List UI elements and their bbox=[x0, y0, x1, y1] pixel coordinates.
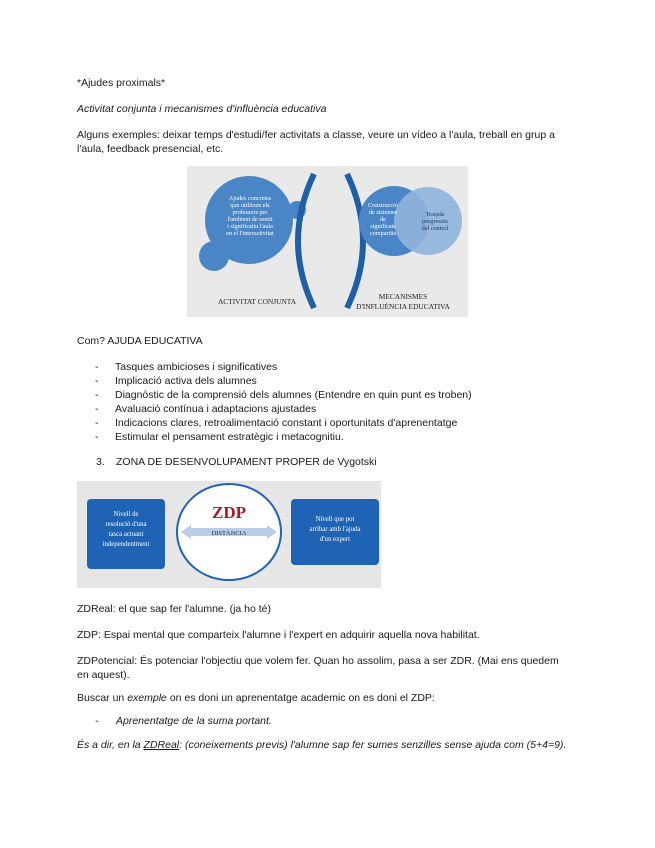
right-parenthesis bbox=[347, 174, 363, 308]
zdpotencial-line-2: en aquest). bbox=[77, 669, 130, 681]
bullet-dash: - bbox=[95, 375, 99, 387]
examples-line-1: Alguns exemples: deixar temps d'estudi/fer activitats a classe, veure un vídeo a l'aula, treball en grup a bbox=[77, 129, 555, 141]
shared-meanings-line: de sistemes bbox=[368, 209, 398, 216]
potential-level-line: d'un expert bbox=[319, 536, 351, 543]
shared-meanings-line: significats bbox=[370, 223, 396, 230]
zdp-title: ZDP bbox=[212, 503, 246, 522]
final-line: És a dir, en la ZDReal: (coneixements previs) l'alumne sap fer sumes senzilles sense ajuda com (5+4=9). bbox=[77, 739, 567, 751]
zdp-line: ZDP: Espai mental que comparteix l'alumne i l'expert en adquirir aquella nova habilitat. bbox=[77, 629, 480, 641]
sub-bullet-text: Aprenentatge de la suma portant. bbox=[116, 715, 272, 727]
bullet-dash: - bbox=[95, 417, 99, 429]
shared-meanings-line: compartits bbox=[369, 230, 397, 237]
real-level-line: tasca actuant bbox=[108, 531, 144, 538]
zone-heading: ZONA DE DESENVOLUPAMENT PROPER de Vygotski bbox=[116, 456, 377, 468]
real-level-line: Nivell de bbox=[113, 511, 139, 518]
list-item: - Tasques ambicioses i significatives bbox=[95, 361, 278, 373]
list-item: - Avaluació contínua i adaptacions ajustades bbox=[95, 403, 317, 415]
label-influencia: D'INFLUÈNCIA EDUCATIVA bbox=[356, 302, 450, 311]
list-item: - Estimular el pensament estratègic i metacognitiu. bbox=[95, 431, 344, 443]
left-circle-line: en el l'interactivitat bbox=[226, 230, 274, 237]
activitat-conjunta-diagram bbox=[187, 166, 468, 317]
list-item: - Implicació activa dels alumnes bbox=[95, 375, 257, 387]
left-parenthesis bbox=[298, 174, 314, 308]
zdpotencial-line-1: ZDPotencial: És potenciar l'objectiu que volem fer. Quan ho assolim, pasa a ser ZDR. (Mai ens quedem bbox=[77, 655, 559, 667]
control-transfer-line: del control bbox=[421, 225, 449, 232]
left-circle-line: professors per bbox=[232, 209, 268, 216]
left-circle-line: que utilitzen els bbox=[230, 202, 270, 209]
bullet-dash: - bbox=[95, 389, 99, 401]
bullet-dash: - bbox=[95, 361, 99, 373]
com-heading: Com? AJUDA EDUCATIVA bbox=[77, 335, 203, 347]
zdp-diagram bbox=[77, 481, 381, 588]
zdreal-line: ZDReal: el que sap fer l'alumne. (ja ho té) bbox=[77, 603, 272, 615]
examples-line-2: l'aula, feedback presencial, etc. bbox=[77, 143, 224, 155]
label-activitat-conjunta: ACTIVITAT CONJUNTA bbox=[217, 297, 297, 306]
left-circle-line: l'ambient de sentit bbox=[227, 216, 273, 223]
left-circle-line: i significatiu l'aula bbox=[227, 223, 273, 230]
real-level-line: independentment bbox=[102, 541, 150, 548]
subheading: Activitat conjunta i mecanismes d'influència educativa bbox=[77, 103, 327, 115]
heading: *Ajudes proximals* bbox=[77, 77, 166, 89]
zone-number: 3. bbox=[96, 456, 105, 468]
list-item: - Diagnòstic de la comprensió dels alumnes (Entendre en quin punt es troben) bbox=[95, 389, 472, 401]
potential-level-line: Nivell que pot bbox=[315, 516, 355, 523]
bullet-dash: - bbox=[95, 431, 99, 443]
shared-meanings-line: de bbox=[380, 216, 386, 223]
zdreal-link: ZDReal bbox=[143, 739, 180, 751]
ajuda-educativa-list bbox=[77, 360, 578, 444]
real-level-line: resolució d'una bbox=[105, 521, 147, 528]
potential-level-line: arribar amb l'ajuda bbox=[309, 526, 361, 533]
distance-label: DISTÀNCIA bbox=[211, 530, 247, 537]
buscar-exemple: Buscar un exemple on es doni un aprenentatge academic on es doni el ZDP: bbox=[77, 692, 435, 704]
shared-meanings-line: Construcció bbox=[368, 202, 398, 209]
list-item: - Indicacions clares, retroalimentació constant i oportunitats d'aprenentatge bbox=[95, 417, 458, 429]
control-transfer-line: Traspàs bbox=[425, 211, 445, 218]
sub-bullet-dash: - bbox=[95, 715, 99, 727]
left-circle-line: Ajudes concretes bbox=[228, 195, 272, 202]
bullet-dash: - bbox=[95, 403, 99, 415]
control-transfer-line: progressiu bbox=[422, 218, 448, 225]
label-mecanismes: MECANISMES bbox=[378, 292, 428, 301]
